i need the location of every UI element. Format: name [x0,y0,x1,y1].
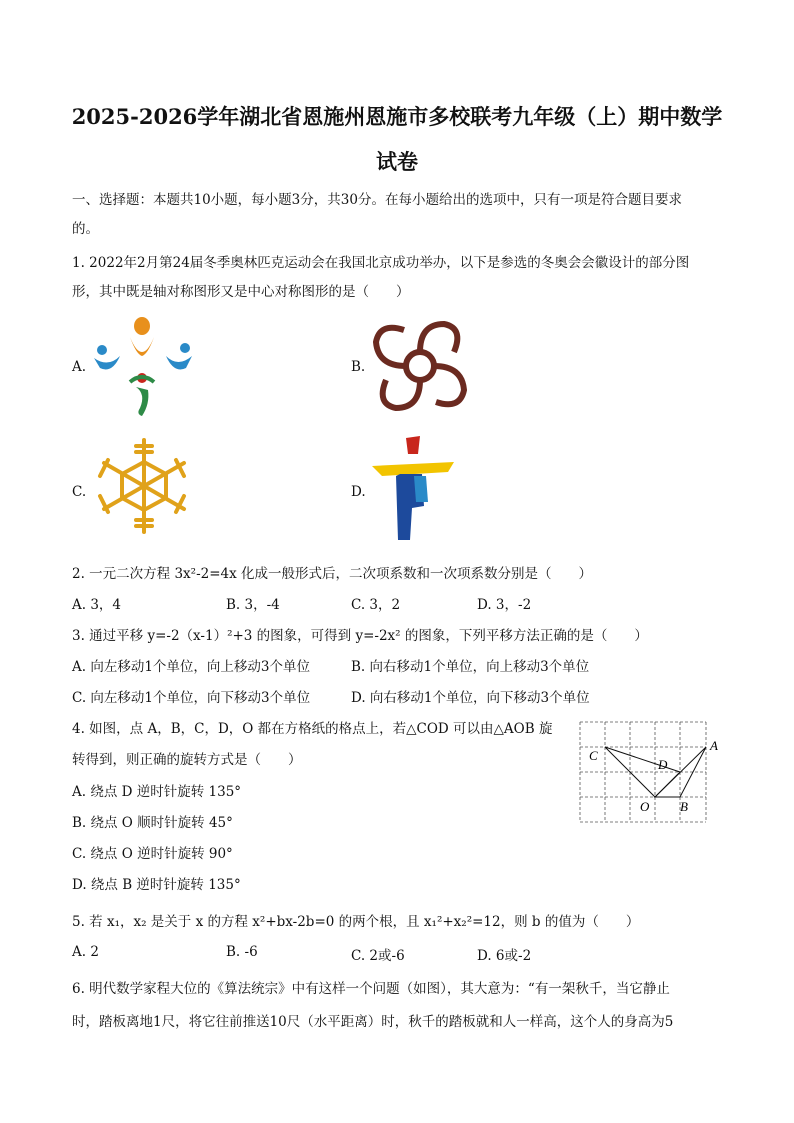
q1-option-d-label: D. [351,484,366,500]
q4-point-o-label: O [640,799,650,814]
q3-option-a: A. 向左移动1个单位，向上移动3个单位 [72,659,311,675]
q5-option-a: A. 2 [72,944,99,960]
q2-option-a: A. 3，4 [72,597,122,613]
question-6-stem-continued: 时，踏板离地1尺，将它往前推送10尺（水平距离）时，秋千的踏板就和人一样高，这个人的身高为5 [72,1014,674,1030]
question-3-options-row-1 [72,655,722,675]
q4-point-c-label: C [589,748,598,763]
question-1-stem-continued: 形，其中既是轴对称图形又是中心对称图形的是（ ） [72,284,410,300]
q3-option-b: B. 向右移动1个单位，向上移动3个单位 [351,659,590,675]
q5-option-b: B. -6 [226,944,258,960]
q5-option-c: C. 2或-6 [351,948,405,964]
q1-option-c-snowflake-figure [92,436,196,536]
section-heading-continued: 的。 [72,221,99,237]
q1-option-a-emblem-figure [90,312,196,418]
q2-option-c: C. 3，2 [351,597,401,613]
page-title: 2025-2026学年湖北省恩施州恩施市多校联考九年级（上）期中数学 [71,104,723,129]
question-4-stem-continued: 转得到，则正确的旋转方式是（ ） [72,752,302,768]
question-2-options [72,593,722,613]
q5-option-d: D. 6或-2 [477,948,532,964]
q2-option-d: D. 3，-2 [477,597,532,613]
q1-option-b-knot-figure [366,314,474,418]
q4-option-c: C. 绕点 O 逆时针旋转 90° [72,846,233,862]
page-title-continued: 试卷 [376,149,418,174]
q2-option-b: B. 3，-4 [226,597,280,613]
q4-option-a: A. 绕点 D 逆时针旋转 135° [72,784,242,800]
q4-point-b-label: B [680,799,688,814]
question-3-stem: 3. 通过平移 y=-2（x-1）²+3 的图象，可得到 y=-2x² 的图象，下列平移方法正确的是（ ） [72,628,648,644]
question-6-stem: 6. 明代数学家程大位的《算法统宗》中有这样一个问题（如图），其大意为：“有一架秋千，当它静止 [72,981,670,997]
q4-point-d-label: D [658,757,668,772]
section-heading: 一、选择题：本题共10小题，每小题3分，共30分。在每小题给出的选项中，只有一项是符合题目要求 [72,192,682,208]
q1-option-a-label: A. [72,359,87,375]
question-2-stem: 2. 一元二次方程 3x²-2=4x 化成一般形式后，二次项系数和一次项系数分别是（ ） [72,566,593,582]
q4-point-a-label: A [710,738,718,753]
question-5-options [72,944,722,964]
q1-option-d-torch-figure [366,436,458,542]
q4-option-d: D. 绕点 B 逆时针旋转 135° [72,877,241,893]
q4-grid-diagram [572,714,724,826]
question-1-stem: 1. 2022年2月第24届冬季奥林匹克运动会在我国北京成功举办，以下是参选的冬奥会会徽设计的部分图 [72,255,690,271]
q1-option-c-label: C. [72,484,87,500]
question-5-stem: 5. 若 x₁，x₂ 是关于 x 的方程 x²+bx-2b=0 的两个根，且 x₁²+x₂²=12，则 b 的值为（ ） [72,914,640,930]
q1-option-b-label: B. [351,359,366,375]
q4-option-b: B. 绕点 O 顺时针旋转 45° [72,815,233,831]
q3-option-c: C. 向左移动1个单位，向下移动3个单位 [72,690,311,706]
q3-option-d: D. 向右移动1个单位，向下移动3个单位 [351,690,590,706]
question-4-stem: 4. 如图，点 A，B，C，D，O 都在方格纸的格点上，若△COD 可以由△AOB 旋 [72,721,553,737]
question-3-options-row-2 [72,686,722,706]
